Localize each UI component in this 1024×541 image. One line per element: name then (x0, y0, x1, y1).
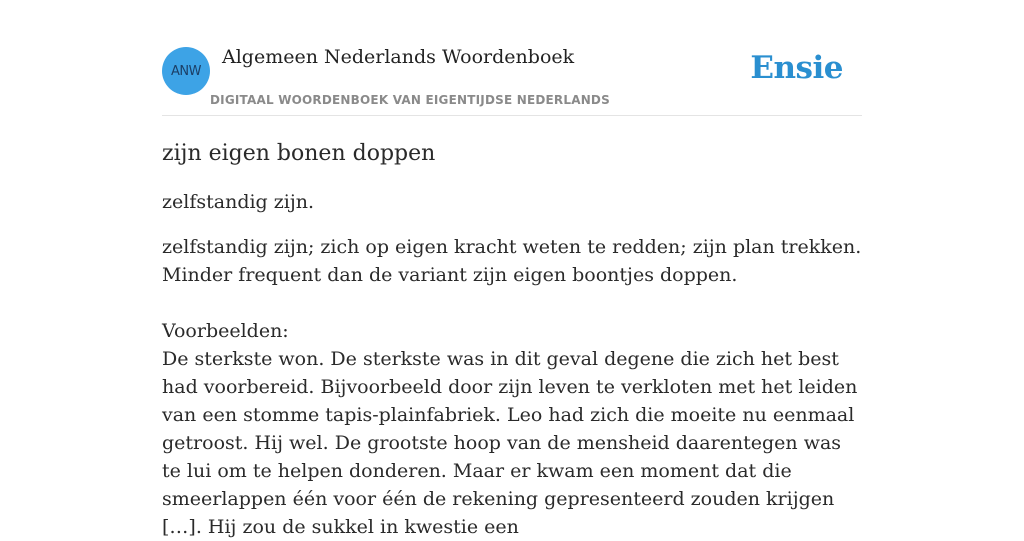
entry-term: zijn eigen bonen doppen (162, 141, 436, 166)
source-title[interactable]: Algemeen Nederlands Woordenboek (222, 46, 575, 68)
long-definition: zelfstandig zijn; zich op eigen kracht weten te redden; zijn plan trekken. Minder frequent dan de variant zijn eigen boontjes doppen. Voorbeelden: De sterkste won. De sterkste was in dit geval degene die zich het best had voorbereid. Bijvoorbeeld door zijn leven te verkloten met het leiden van een stomme tapis-plainfabriek. Leo had zich die moeite nu eenmaal getroost. Hij wel. De grootste hoop van de mensheid daarentegen was te lui om te helpen donderen. Maar er kwam een moment dat die smeerlappen één voor één de rekening gepresenteerd zouden krijgen […]. Hij zou de sukkel in kwestie een (162, 236, 862, 538)
source-header (162, 0, 862, 116)
anw-logo[interactable] (162, 47, 210, 95)
entry-page (162, 0, 862, 541)
short-definition: zelfstandig zijn. (162, 191, 315, 213)
ensie-logo[interactable]: Ensie (750, 50, 843, 86)
anw-logo-text: ANW (171, 63, 201, 79)
source-subtitle: DIGITAAL WOORDENBOEK VAN EIGENTIJDSE NEDERLANDS (210, 93, 610, 107)
